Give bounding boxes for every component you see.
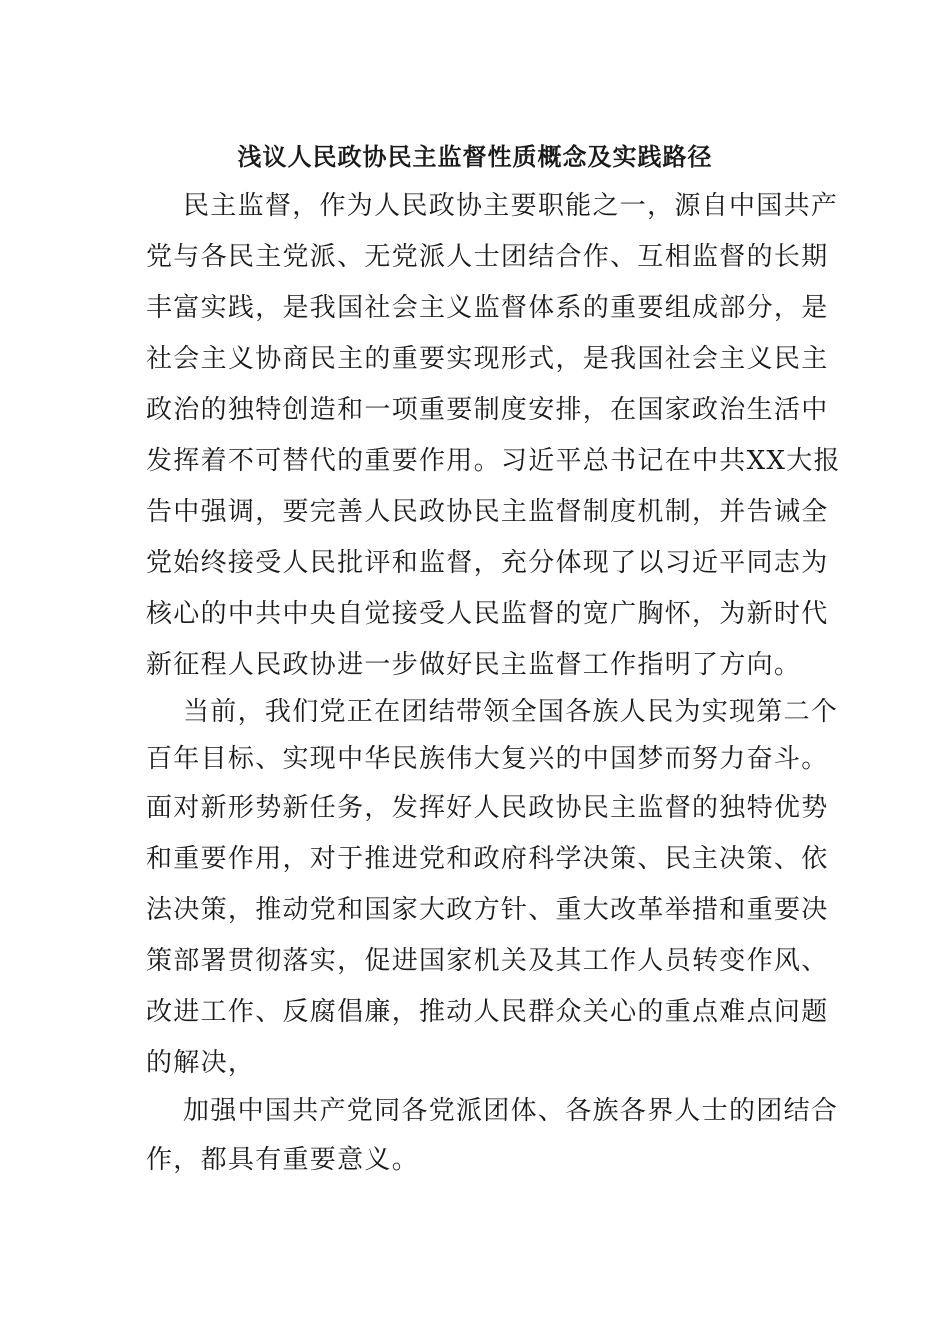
paragraph-1-line-1: 民主监督，作为人民政协主要职能之一，源自中国共产 — [183, 191, 839, 221]
paragraph-1-line-6: 发挥着不可替代的重要作用。习近平总书记在中共XX大报 — [146, 446, 841, 476]
paragraph-2-line-4: 和重要作用，对于推进党和政府科学决策、民主决策、依 — [146, 844, 829, 874]
paragraph-3-line-1: 加强中国共产党同各党派团体、各族各界人士的团结合 — [183, 1096, 839, 1126]
paragraph-1-line-10: 新征程人民政协进一步做好民主监督工作指明了方向。 — [146, 650, 802, 680]
paragraph-1-line-2: 党与各民主党派、无党派人士团结合作、互相监督的长期 — [146, 242, 829, 272]
paragraph-3-line-2: 作，都具有重要意义。 — [146, 1145, 420, 1175]
paragraph-1-line-4: 社会主义协商民主的重要实现形式，是我国社会主义民主 — [146, 344, 829, 374]
paragraph-2-line-8: 的解决， — [146, 1048, 256, 1078]
paragraph-2-line-7: 改进工作、反腐倡廉，推动人民群众关心的重点难点问题 — [146, 997, 829, 1027]
paragraph-1-line-7: 告中强调，要完善人民政协民主监督制度机制，并告诫全 — [146, 497, 829, 527]
paragraph-1-line-3: 丰富实践，是我国社会主义监督体系的重要组成部分，是 — [146, 293, 829, 323]
paragraph-2-line-5: 法决策，推动党和国家大政方针、重大改革举措和重要决 — [146, 895, 829, 925]
paragraph-2-line-1: 当前，我们党正在团结带领全国各族人民为实现第二个 — [183, 697, 839, 727]
paragraph-1-line-9: 核心的中共中央自觉接受人民监督的宽广胸怀，为新时代 — [146, 599, 829, 629]
paragraph-2-line-6: 策部署贯彻落实，促进国家机关及其工作人员转变作风、 — [146, 946, 829, 976]
paragraph-1-line-8: 党始终接受人民批评和监督，充分体现了以习近平同志为 — [146, 548, 829, 578]
document-title: 浅议人民政协民主监督性质概念及实践路径 — [237, 142, 713, 171]
paragraph-2-line-3: 面对新形势新任务，发挥好人民政协民主监督的独特优势 — [146, 793, 829, 823]
paragraph-2-line-2: 百年目标、实现中华民族伟大复兴的中国梦而努力奋斗。 — [146, 744, 829, 774]
paragraph-1-line-5: 政治的独特创造和一项重要制度安排，在国家政治生活中 — [146, 395, 829, 425]
